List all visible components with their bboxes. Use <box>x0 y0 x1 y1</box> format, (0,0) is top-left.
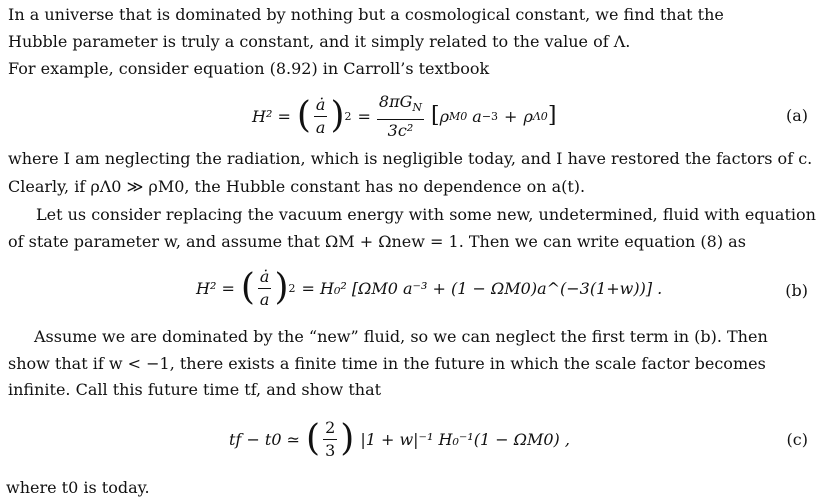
equation-a-coefficient: $\frac{8\pi G_N}{\text{3c²}}$ <box>378 91 423 140</box>
paragraph-4-line-1: where t0 is today. <box>6 478 150 497</box>
equation-c-lhs: tf − t0 ≃ <box>229 429 301 449</box>
paragraph-2-line-3: Let us consider replacing the vacuum energy with some new, undetermined, fluid with equation <box>36 205 816 224</box>
equation-b-rhs: = H₀² [ΩM0 a⁻³ + (1 − ΩM0)a^(−3(1+w))] . <box>301 278 663 298</box>
paragraph-1-line-3: For example, consider equation (8.92) in Carroll’s textbook <box>8 59 490 78</box>
paragraph-3-line-3: infinite. Call this future time tf, and show that <box>8 380 382 399</box>
paragraph-2-line-2: Clearly, if ρΛ0 ≫ ρM0, the Hubble constant has no dependence on a(t). <box>8 177 586 196</box>
equation-a-tag: (a) <box>785 106 808 125</box>
equation-b-tag: (b) <box>785 281 808 300</box>
equation-b-hubble-fraction: $\frac{ȧ}{a}$ <box>259 266 270 309</box>
paragraph-2-line-1: where I am neglecting the radiation, which is negligible today, and I have restored the factors of c. <box>8 149 813 168</box>
equation-c-rhs: |1 + w|⁻¹ H₀⁻¹(1 − ΩM0) , <box>360 429 570 449</box>
equation-a: H² = ( $\frac{ȧ}{a}$ ) 2 = $\frac{8\pi G_N}{\text{3c²}}$ [ ρ M0 a −3 + ρ Λ0 ] <box>252 91 557 140</box>
equation-b-lhs: H² = <box>196 278 235 298</box>
paragraph-1-line-1: In a universe that is dominated by nothing but a cosmological constant, we find that the <box>8 5 724 24</box>
equation-c-fraction: $\frac{2}{3}$ <box>325 417 336 460</box>
paragraph-1-line-2: Hubble parameter is truly a constant, and it simply related to the value of Λ. <box>8 32 631 51</box>
equation-a-lhs: H² = <box>252 106 291 126</box>
paragraph-2-line-4: of state parameter w, and assume that ΩM + Ωnew = 1. Then we can write equation (8) as <box>8 232 746 251</box>
equation-b: H² = ( $\frac{ȧ}{a}$ ) 2 = H₀² [ΩM0 a⁻³ + (1 − ΩM0)a^(−3(1+w))] . <box>196 266 663 309</box>
equation-c-tag: (c) <box>786 430 808 449</box>
paragraph-3-line-2: show that if w < −1, there exists a finite time in the future in which the scale factor becomes <box>8 354 766 373</box>
paragraph-3-line-1: Assume we are dominated by the “new” fluid, so we can neglect the first term in (b). Then <box>34 327 768 346</box>
equation-a-hubble-fraction: $\frac{ȧ}{a}$ <box>315 94 326 137</box>
equation-c: tf − t0 ≃ ( $\frac{2}{3}$ ) |1 + w|⁻¹ H₀⁻¹(1 − ΩM0) , <box>229 417 570 460</box>
